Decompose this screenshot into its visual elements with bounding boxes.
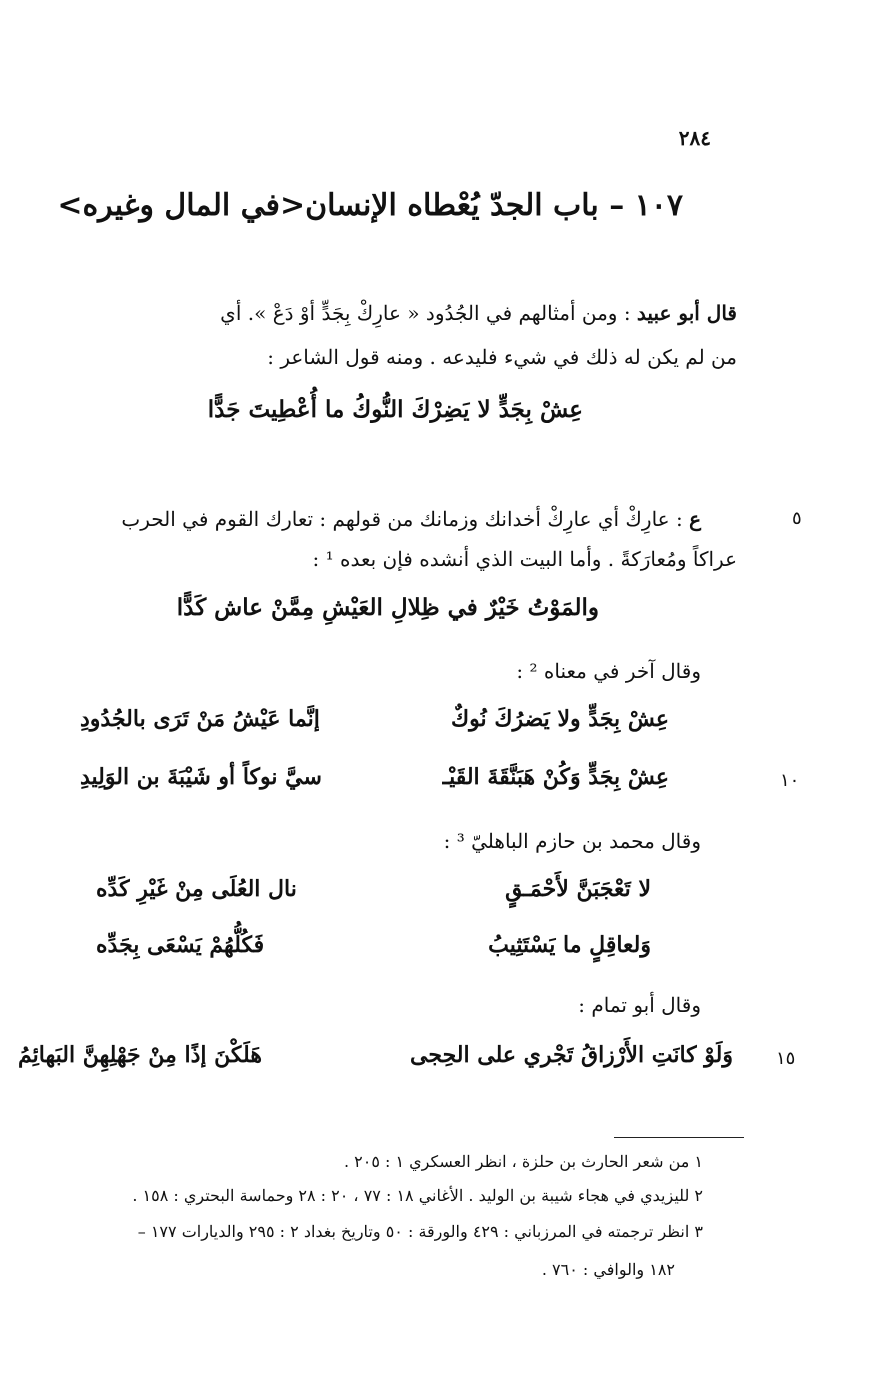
intro-other-poet: وقال آخر في معناه ² : bbox=[516, 659, 701, 683]
footnote-separator bbox=[614, 1137, 744, 1138]
line-number-10: ١٠ bbox=[780, 770, 800, 791]
couplet-3-first-hemistich: لا تَعْجَبَنَّ لأَحْمَـقٍ bbox=[505, 876, 651, 902]
verse-1: عِشْ بِجَدٍّ لا يَضِرْكَ النُّوكُ ما أُعْطِيتَ جَدًّا bbox=[207, 396, 583, 423]
couplet-5-first-hemistich: وَلَوْ كانَتِ الأَرْزاقُ تَجْري على الحِجى bbox=[410, 1042, 733, 1068]
paragraph-1-text: : ومن أمثالهم في الجُدُود « عارِكْ بِجَدٍّ أوْ دَعْ ». أي bbox=[220, 301, 631, 325]
author-name: قال أبو عبيد bbox=[636, 301, 737, 325]
couplet-1-first-hemistich: عِشْ بِجَدٍّ ولا يَضرُكَ نُوكٌ bbox=[451, 706, 669, 732]
couplet-4-second-hemistich: فَكُلُّهُمْ يَسْعَى بِجَدِّه bbox=[96, 932, 265, 958]
paragraph-3 bbox=[24, 502, 701, 536]
line-number-5: ٥ bbox=[792, 508, 802, 529]
footnote-3: ٣ انظر ترجمته في المرزباني : ٤٢٩ والورقة : ٥٠ وتاريخ بغداد ٢ : ٢٩٥ والديارات ١٧٧ – bbox=[137, 1222, 703, 1241]
chapter-title: ١٠٧ – باب الجدّ يُعْطاه الإنسان<في المال وغيره> bbox=[57, 188, 683, 223]
commentary-marker: ع bbox=[689, 507, 701, 531]
intro-abu-tammam: وقال أبو تمام : bbox=[578, 993, 701, 1017]
couplet-2-second-hemistich: سيَّ نوكاً أو شَيْبَةَ بن الوَلِيدِ bbox=[80, 764, 322, 790]
paragraph-2: من لم يكن له ذلك في شيء فليدعه . ومنه قول الشاعر : bbox=[267, 345, 737, 369]
couplet-2-first-hemistich: عِشْ بِجَدٍّ وَكُنْ هَبَنَّقَةَ القَيْـ bbox=[442, 764, 669, 790]
verse-2: والمَوْتُ خَيْرٌ في ظِلالِ العَيْشِ مِمَّنْ عاش كَدًّا bbox=[176, 594, 599, 621]
footnote-2: ٢ لليزيدي في هجاء شيبة بن الوليد . الأغاني ١٨ : ٧٧ ، ٢٠ : ٢٨ وحماسة البحتري : ١٥٨ . bbox=[132, 1186, 703, 1205]
couplet-4-first-hemistich: وَلعاقِلٍ ما يَسْتَثِيبُ bbox=[488, 932, 651, 958]
footnote-1: ١ من شعر الحارث بن حلزة ، انظر العسكري ١ : ٢٠٥ . bbox=[343, 1152, 703, 1171]
line-number-15: ١٥ bbox=[776, 1048, 796, 1069]
paragraph-4: عراكاً ومُعارَكةً . وأما البيت الذي أنشده فإن بعده ¹ : bbox=[312, 547, 737, 571]
paragraph-1 bbox=[22, 296, 737, 330]
footnote-3-continuation: ١٨٢ والوافي : ٧٦٠ . bbox=[541, 1260, 675, 1279]
couplet-5-second-hemistich: هَلَكْنَ إذًا مِنْ جَهْلِهِنَّ البَهائِمُ bbox=[18, 1042, 262, 1068]
couplet-1-second-hemistich: إنَّما عَيْشُ مَنْ تَرَى بالجُدُودِ bbox=[80, 706, 320, 732]
paragraph-3-text: : عارِكْ أي عارِكْ أخدانك وزمانك من قولهم : تعارك القوم في الحرب bbox=[121, 507, 683, 531]
intro-muhammad-bin-hazim: وقال محمد بن حازم الباهليّ ³ : bbox=[443, 829, 701, 853]
page-number: ٢٨٤ bbox=[678, 126, 711, 150]
couplet-3-second-hemistich: نال العُلَى مِنْ غَيْرِ كَدِّه bbox=[96, 876, 297, 902]
